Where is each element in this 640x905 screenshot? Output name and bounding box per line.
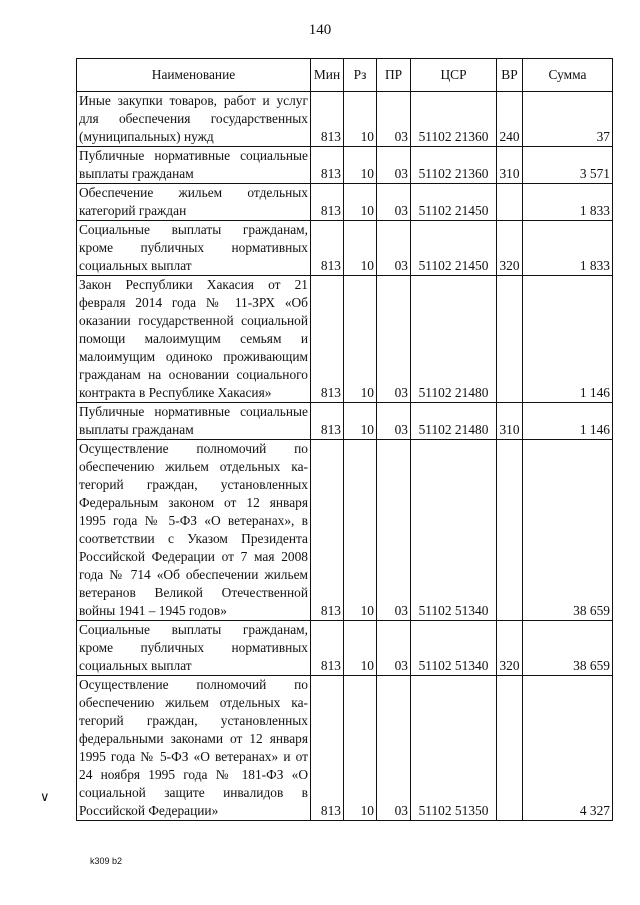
row-name: Закон Республики Хакасия от 21 февраля 2014 года № 11-ЗРХ «Об оказании государственной социальной помощи малоимущим семьям и малоимущим одиноко проживающим гражданам на основании социального контракта в Республике Хакасия»: [77, 276, 311, 403]
row-pr: 03: [377, 403, 411, 440]
row-min: 813: [311, 184, 344, 221]
row-csr: 51102 21450: [411, 184, 497, 221]
row-vr: [497, 276, 523, 403]
row-name: Осуществление полномочий по обеспечению жильем отдельных категорий граждан, установленных федеральными законами от 12 января 1995 года № 5-ФЗ «О ветеранах» и от 24 ноября 1995 года № 181-ФЗ «О социальной защите инвалидов в Российской Федерации»: [77, 676, 311, 821]
row-sum: 38 659: [523, 621, 613, 676]
table-header-row: [77, 59, 613, 92]
table-row: [77, 92, 613, 147]
row-min: 813: [311, 403, 344, 440]
header-vr: ВР: [497, 59, 523, 92]
row-pr: 03: [377, 621, 411, 676]
table-row: [77, 440, 613, 621]
table-row: [77, 184, 613, 221]
row-name: Социальные выплаты гражданам, кроме публичных нормативных социальных выплат: [77, 621, 311, 676]
header-name: Наименование: [77, 59, 311, 92]
row-min: 813: [311, 147, 344, 184]
row-vr: 320: [497, 621, 523, 676]
row-sum: 4 327: [523, 676, 613, 821]
row-rz: 10: [344, 221, 377, 276]
row-sum: 3 571: [523, 147, 613, 184]
row-pr: 03: [377, 184, 411, 221]
row-csr: 51102 51350: [411, 676, 497, 821]
table-row: [77, 147, 613, 184]
row-vr: 320: [497, 221, 523, 276]
row-rz: 10: [344, 147, 377, 184]
row-sum: 1 833: [523, 221, 613, 276]
row-name: Осуществление полномочий по обеспечению жильем отдельных категорий граждан, установленных Федеральным законом от 12 января 1995 года № 5-ФЗ «О ветеранах», в соответствии с Указом Президента Российской Федерации от 7 мая 2008 года № 714 «Об обеспечении жильем ветеранов Великой Отечественной войны 1941 – 1945 годов»: [77, 440, 311, 621]
row-rz: 10: [344, 92, 377, 147]
row-min: 813: [311, 92, 344, 147]
row-name: Социальные выплаты гражданам, кроме публичных нормативных социальных выплат: [77, 221, 311, 276]
row-min: 813: [311, 621, 344, 676]
row-pr: 03: [377, 440, 411, 621]
row-sum: 37: [523, 92, 613, 147]
header-csr: ЦСР: [411, 59, 497, 92]
table-row: [77, 276, 613, 403]
row-sum: 38 659: [523, 440, 613, 621]
row-min: 813: [311, 221, 344, 276]
row-name: Иные закупки товаров, работ и услуг для обеспечения государственных (муниципальных) нужд: [77, 92, 311, 147]
row-sum: 1 833: [523, 184, 613, 221]
row-rz: 10: [344, 676, 377, 821]
budget-table: [76, 58, 613, 821]
table-row: [77, 621, 613, 676]
row-min: 813: [311, 440, 344, 621]
row-rz: 10: [344, 276, 377, 403]
row-vr: [497, 184, 523, 221]
row-csr: 51102 21360: [411, 147, 497, 184]
table-row: [77, 676, 613, 821]
row-pr: 03: [377, 276, 411, 403]
margin-mark: ∨: [40, 790, 50, 805]
row-csr: 51102 21480: [411, 276, 497, 403]
row-min: 813: [311, 276, 344, 403]
row-csr: 51102 21360: [411, 92, 497, 147]
row-rz: 10: [344, 403, 377, 440]
row-vr: [497, 676, 523, 821]
header-rz: Рз: [344, 59, 377, 92]
row-rz: 10: [344, 184, 377, 221]
row-rz: 10: [344, 440, 377, 621]
row-name: Публичные нормативные социальные выплаты гражданам: [77, 147, 311, 184]
table-row: [77, 221, 613, 276]
row-vr: 310: [497, 147, 523, 184]
row-pr: 03: [377, 147, 411, 184]
table-row: [77, 403, 613, 440]
row-csr: 51102 51340: [411, 440, 497, 621]
page-number: 140: [308, 22, 332, 38]
header-pr: ПР: [377, 59, 411, 92]
footer-code: k309 b2: [90, 856, 123, 866]
row-vr: 310: [497, 403, 523, 440]
row-vr: 240: [497, 92, 523, 147]
row-min: 813: [311, 676, 344, 821]
row-name: Обеспечение жильем отдельных категорий граждан: [77, 184, 311, 221]
row-sum: 1 146: [523, 403, 613, 440]
row-vr: [497, 440, 523, 621]
row-name: Публичные нормативные социальные выплаты гражданам: [77, 403, 311, 440]
row-rz: 10: [344, 621, 377, 676]
row-pr: 03: [377, 92, 411, 147]
row-csr: 51102 21450: [411, 221, 497, 276]
row-sum: 1 146: [523, 276, 613, 403]
row-pr: 03: [377, 221, 411, 276]
row-csr: 51102 51340: [411, 621, 497, 676]
row-csr: 51102 21480: [411, 403, 497, 440]
header-sum: Сумма: [523, 59, 613, 92]
row-pr: 03: [377, 676, 411, 821]
header-min: Мин: [311, 59, 344, 92]
